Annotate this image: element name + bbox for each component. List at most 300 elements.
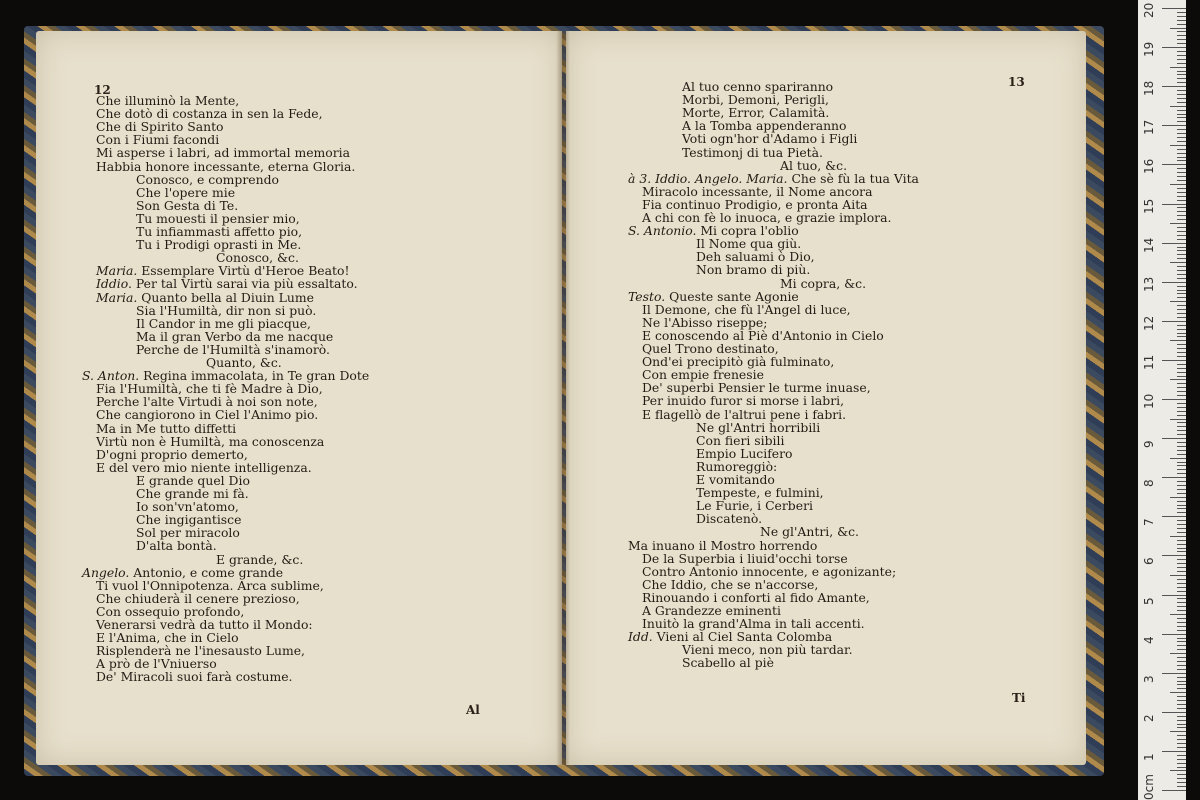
ruler-tick [1177,364,1186,365]
ruler-tick [1177,376,1186,377]
ruler-tick [1177,684,1186,685]
ruler-tick [1177,176,1186,177]
ruler-number: 16 [1142,159,1156,175]
ruler-tick [1177,188,1186,189]
ruler-tick [1177,700,1186,701]
ruler-tick [1177,583,1186,584]
line-text: Essemplare Virtù d'Heroe Beato! [141,263,350,279]
ruler-tick [1177,505,1186,506]
ruler-tick [1162,47,1186,48]
ruler-tick [1177,520,1186,521]
line-text: Inuitò la grand'Alma in tali accenti. [642,616,865,632]
ruler-tick [1177,200,1186,201]
ruler-tick [1177,489,1186,490]
ruler-tick [1162,634,1186,635]
line-text: Perche l'alte Virtudi à noi son note, [96,394,318,410]
ruler-tick [1177,290,1186,291]
line-text: Che ingigantisce [136,512,242,528]
ruler-tick [1177,422,1186,423]
ruler-tick [1162,360,1186,361]
line-text: Conosco, &c. [216,250,299,266]
ruler-tick [1177,524,1186,525]
ruler-tick [1177,739,1186,740]
ruler-tick [1177,551,1186,552]
ruler-tick [1177,102,1186,103]
line-text: E vomitando [696,472,775,487]
line-text: E conoscendo al Piè d'Antonio in Cielo [642,327,884,343]
ruler-tick [1177,767,1186,768]
ruler-tick [1177,661,1186,662]
ruler-tick [1177,387,1186,388]
line-text: Ma il gran Verbo da me nacque [136,328,334,344]
line-text: Mi copra l'oblio [700,223,799,239]
line-text: E l'Anima, che in Cielo [96,630,239,646]
speaker-label: Idd. [628,629,657,645]
ruler-tick [1177,157,1186,158]
line-text: Fia l'Humiltà, che ti fè Madre à Dio, [96,381,323,397]
ruler-tick [1177,278,1186,279]
line-text: Tu infiammasti affetto pio, [136,224,303,239]
ruler-number: 17 [1142,120,1156,136]
right-page-number: 13 [1008,75,1025,89]
line-text: Discatenò. [696,511,763,527]
ruler-number: 0cm [1142,774,1156,800]
line-text: Ma in Me tutto diffetti [96,420,237,436]
ruler-tick [1162,399,1186,400]
line-text: Conosco, e comprendo [136,171,279,187]
ruler-tick [1177,598,1186,599]
line-text: De' superbi Pensier le turme inuase, [642,380,871,396]
ruler-tick [1177,559,1186,560]
line-text: E del vero mio niente intelligenza. [96,459,312,475]
line-text: Io son'vn'atomo, [136,499,239,515]
ruler-tick [1177,442,1186,443]
line-text: Al tuo cenno spariranno [682,79,834,94]
ruler-tick [1177,309,1186,310]
ruler-tick [1162,712,1186,713]
line-text: Mi asperse i labri, ad immortal memoria [96,145,351,161]
line-text: Virtù non è Humiltà, ma conoscenza [96,433,325,449]
ruler-number: 12 [1142,315,1156,331]
ruler-tick [1177,336,1186,337]
ruler-number: 4 [1142,635,1156,644]
ruler-tick [1177,266,1186,267]
line-text: Per tal Virtù sarai via più essaltato. [135,276,358,292]
line-text: Il Candor in me gli piacque, [136,315,311,331]
ruler-tick [1177,133,1186,134]
ruler-tick [1170,419,1186,420]
ruler-tick [1177,293,1186,294]
speaker-label: S. Antonio. [628,223,701,239]
line-text: Ne gl'Antri horribili [696,419,821,435]
ruler-tick [1177,665,1186,666]
ruler-tick [1177,121,1186,122]
line-text: Empio Lucifero [696,445,793,461]
line-text: A chi con fè lo inuoca, e grazie implora. [642,210,892,225]
line-text: Antonio, e come grande [133,564,284,580]
ruler-number: 5 [1142,596,1156,605]
ruler-tick [1177,55,1186,56]
ruler-tick [1162,751,1186,752]
ruler-tick [1177,641,1186,642]
ruler-tick [1177,501,1186,502]
ruler-tick [1177,508,1186,509]
ruler-tick [1177,153,1186,154]
line-text: Che grande mi fà. [136,486,249,501]
ruler-tick [1177,141,1186,142]
ruler-tick [1177,465,1186,466]
line-text: Regina immacolata, in Te gran Dote [143,368,370,384]
ruler-tick [1177,532,1186,533]
line-text: A Grandezze eminenti [642,603,781,618]
line-text: Deh saluami ò Dio, [696,249,815,265]
ruler-number: 15 [1142,198,1156,214]
line-text: Perche de l'Humiltà s'inamorò. [136,341,330,357]
ruler-tick [1162,243,1186,244]
ruler-tick [1162,204,1186,205]
ruler-tick [1177,649,1186,650]
line-text: Morbi, Demoni, Perigli, [682,92,829,108]
ruler-tick [1177,708,1186,709]
ruler-tick [1177,747,1186,748]
line-text: Che illuminò la Mente, [96,93,240,108]
ruler-tick [1170,67,1186,68]
ruler-tick [1170,223,1186,224]
ruler-tick [1162,86,1186,87]
line-text: Sol per miracolo [136,525,240,541]
ruler-tick [1170,184,1186,185]
ruler-tick [1177,305,1186,306]
ruler-tick [1162,595,1186,596]
ruler-number: 8 [1142,479,1156,488]
ruler-tick [1170,731,1186,732]
ruler-tick [1177,270,1186,271]
line-text: Ti vuol l'Onnipotenza. Arca sublime, [96,577,324,593]
line-text: Tempeste, e fulmini, [696,485,824,501]
left-page-text [36,31,562,765]
ruler-tick [1177,20,1186,21]
ruler-tick [1177,669,1186,670]
ruler-tick [1177,391,1186,392]
line-text: Queste sante Agonie [669,288,799,304]
text-line [682,656,774,669]
ruler-tick [1177,235,1186,236]
ruler-tick [1177,716,1186,717]
line-text: Con i Fiumi facondi [96,132,220,148]
ruler-tick [1177,110,1186,111]
ruler-number: 1 [1142,753,1156,761]
ruler-tick [1177,704,1186,705]
ruler-tick [1177,610,1186,611]
ruler-tick [1170,106,1186,107]
line-text: Contro Antonio innocente, e agonizante; [642,563,897,579]
line-text: Che cangiorono in Ciel l'Animo pio. [96,407,319,423]
ruler-number: 14 [1142,237,1156,253]
ruler-tick [1177,454,1186,455]
line-text: Venerarsi vedrà da tutto il Mondo: [96,617,313,632]
ruler-tick [1177,677,1186,678]
left-page-signature: Al [466,703,480,717]
left-page-number: 12 [94,83,111,97]
ruler-tick [1177,540,1186,541]
ruler-tick [1162,438,1186,439]
ruler-tick [1177,618,1186,619]
ruler-tick [1177,571,1186,572]
ruler-tick [1177,372,1186,373]
ruler-number: 10 [1142,393,1156,409]
ruler-tick [1177,763,1186,764]
right-page-text [566,31,1086,765]
ruler-number: 2 [1142,714,1156,722]
ruler-tick [1177,368,1186,369]
ruler-tick [1177,544,1186,545]
ruler-tick [1177,411,1186,412]
speaker-label: à 3. Iddio. Angelo. Maria. [628,170,792,186]
line-text: Mi copra, &c. [780,275,867,291]
ruler-tick [1162,164,1186,165]
line-text: Habbia honore incessante, eterna Gloria. [96,158,356,174]
ruler-tick [1177,98,1186,99]
ruler-tick [1177,434,1186,435]
ruler-tick [1170,770,1186,771]
ruler-tick [1177,735,1186,736]
line-text: Vieni al Ciel Santa Colomba [656,629,833,645]
ruler-tick [1177,39,1186,40]
ruler-tick [1177,172,1186,173]
ruler-tick [1177,657,1186,658]
ruler-tick [1177,786,1186,787]
ruler-tick [1162,673,1186,674]
line-text: Con fieri sibili [696,432,785,448]
ruler-tick [1177,356,1186,357]
ruler-tick [1177,587,1186,588]
ruler-tick [1177,227,1186,228]
text-line [696,512,762,525]
ruler-tick [1177,219,1186,220]
line-text: Che sè fù la tua Vita [791,170,919,186]
ruler-tick [1177,239,1186,240]
ruler-tick [1177,317,1186,318]
line-text: D'ogni proprio demerto, [96,446,248,462]
ruler-tick [1177,207,1186,208]
ruler-tick [1177,215,1186,216]
line-text: Che chiuderà il cenere prezioso, [96,590,300,606]
ruler-tick [1177,274,1186,275]
line-text: Che di Spirito Santo [96,119,224,135]
line-text: Ond'ei precipitò già fulminato, [642,354,835,370]
ruler-tick [1177,254,1186,255]
line-text: Che dotò di costanza in sen la Fede, [96,106,323,122]
ruler-number: 13 [1142,276,1156,292]
ruler-tick [1170,340,1186,341]
ruler-tick [1177,407,1186,408]
ruler-tick [1177,591,1186,592]
ruler-tick [1170,536,1186,537]
line-text: Son Gesta di Te. [136,197,239,213]
line-text: Quanto bella al Diuin Lume [141,289,314,305]
ruler-tick [1177,24,1186,25]
ruler-tick [1177,211,1186,212]
line-text: Tu mouesti il pensier mio, [136,210,300,226]
ruler-tick [1177,313,1186,314]
line-text: A prò de l'Vniuerso [96,656,217,672]
ruler-tick [1170,28,1186,29]
ruler-tick [1177,43,1186,44]
ruler-tick [1162,555,1186,556]
line-text: Quanto, &c. [206,355,282,370]
ruler-tick [1177,602,1186,603]
ruler-tick [1170,379,1186,380]
line-text: Rumoreggiò: [696,458,778,474]
speaker-label: Testo. [628,288,670,304]
ruler-tick [1177,395,1186,396]
line-text: Risplenderà ne l'inesausto Lume, [96,643,305,659]
ruler-tick [1177,90,1186,91]
ruler-tick [1177,12,1186,13]
ruler-tick [1177,563,1186,564]
ruler-tick [1170,653,1186,654]
ruler-tick [1177,16,1186,17]
ruler-tick [1162,125,1186,126]
line-text: Tu i Prodigi oprasti in Me. [136,237,302,253]
line-text: Al tuo, &c. [780,157,848,173]
ruler-tick [1177,325,1186,326]
ruler-tick [1177,481,1186,482]
ruler-tick [1177,247,1186,248]
ruler-tick [1177,681,1186,682]
line-text: Il Demone, che fù l'Angel di luce, [642,301,851,317]
ruler-tick [1177,51,1186,52]
ruler-tick [1177,462,1186,463]
ruler-tick [1177,720,1186,721]
ruler-tick [1177,645,1186,646]
ruler-number: 11 [1142,354,1156,370]
line-text: Voti ogn'hor d'Adamo i Figli [682,131,858,147]
ruler-tick [1177,352,1186,353]
speaker-label: Angelo. [82,564,134,580]
text-line [96,670,293,683]
line-text: Fia continuo Prodigio, e pronta Aita [642,196,868,212]
ruler-tick [1177,743,1186,744]
ruler-tick [1177,696,1186,697]
ruler-tick [1177,71,1186,72]
line-text: Con empie frenesie [642,367,764,383]
line-text: De la Superbia i liuid'occhi torse [642,550,848,566]
line-text: Per inuido furor si morse i labri, [642,393,845,409]
ruler-tick [1177,415,1186,416]
ruler-tick [1177,78,1186,79]
line-text: E grande quel Dio [136,472,250,488]
ruler-tick [1170,575,1186,576]
ruler-tick [1177,231,1186,232]
speaker-label: Maria. [96,289,142,305]
ruler-tick [1177,755,1186,756]
line-text: Sia l'Humiltà, dir non si può. [136,302,317,318]
ruler-tick [1177,622,1186,623]
ruler-tick [1177,782,1186,783]
ruler-tick [1177,469,1186,470]
speaker-label: Maria. [96,263,142,279]
ruler-tick [1177,724,1186,725]
ruler-tick [1162,516,1186,517]
line-text: Non bramo di più. [696,262,811,278]
line-text: Con ossequio profondo, [96,603,245,619]
ruler-tick [1177,688,1186,689]
ruler-number: 6 [1142,557,1156,566]
ruler-number: 3 [1142,675,1156,683]
ruler-tick [1177,493,1186,494]
ruler-tick [1177,297,1186,298]
speaker-label: Iddio. [96,276,136,292]
ruler-tick [1177,329,1186,330]
ruler-tick [1177,348,1186,349]
ruler-tick [1177,180,1186,181]
right-page-signature: Ti [1012,691,1026,705]
ruler-tick [1177,638,1186,639]
ruler-tick [1177,759,1186,760]
ruler-tick [1177,473,1186,474]
ruler-tick [1177,630,1186,631]
ruler-tick [1177,286,1186,287]
ruler-tick [1162,321,1186,322]
line-text: Che Iddio, che se n'accorse, [642,576,819,592]
line-text: D'alta bontà. [136,538,217,554]
ruler-tick [1177,94,1186,95]
line-text: Scabello al piè [682,655,774,671]
ruler-tick [1177,250,1186,251]
ruler-tick [1177,160,1186,161]
ruler-number: 18 [1142,80,1156,97]
ruler-tick [1162,790,1186,791]
ruler-number: 20 [1142,2,1156,18]
ruler-tick [1170,145,1186,146]
line-text: Quel Trono destinato, [642,341,779,356]
ruler-tick [1177,117,1186,118]
ruler-tick [1177,548,1186,549]
ruler-tick [1177,626,1186,627]
ruler-tick [1170,262,1186,263]
line-text: E flagellò de l'altrui pene i fabri. [642,406,847,422]
line-text: Le Furie, i Cerberi [696,498,813,514]
ruler-tick [1177,35,1186,36]
text-line [136,539,217,552]
ruler-tick [1177,512,1186,513]
line-text: Testimonj di tua Pietà. [682,144,823,160]
ruler-tick [1177,727,1186,728]
ruler-tick [1177,59,1186,60]
line-text: Vieni meco, non più tardar. [682,642,853,658]
right-page [566,31,1086,765]
line-text: Ma inuano il Mostro horrendo [628,537,818,553]
ruler-tick [1177,528,1186,529]
left-page [36,31,562,765]
ruler-tick [1170,458,1186,459]
line-text: Ne gl'Antri, &c. [760,524,859,540]
line-text: Ne l'Abisso riseppe; [642,314,768,330]
ruler-tick [1177,31,1186,32]
ruler-tick [1177,446,1186,447]
line-text: Morte, Error, Calamità. [682,105,830,121]
ruler-tick [1162,477,1186,478]
ruler-tick [1177,333,1186,334]
ruler-tick [1177,192,1186,193]
line-text: Rinouando i conforti al fido Amante, [642,589,870,605]
line-text: Che l'opere mie [136,184,236,200]
ruler-tick [1177,196,1186,197]
line-text: A la Tomba appenderanno [682,118,847,134]
ruler-tick [1177,450,1186,451]
ruler-number: 9 [1142,440,1156,449]
